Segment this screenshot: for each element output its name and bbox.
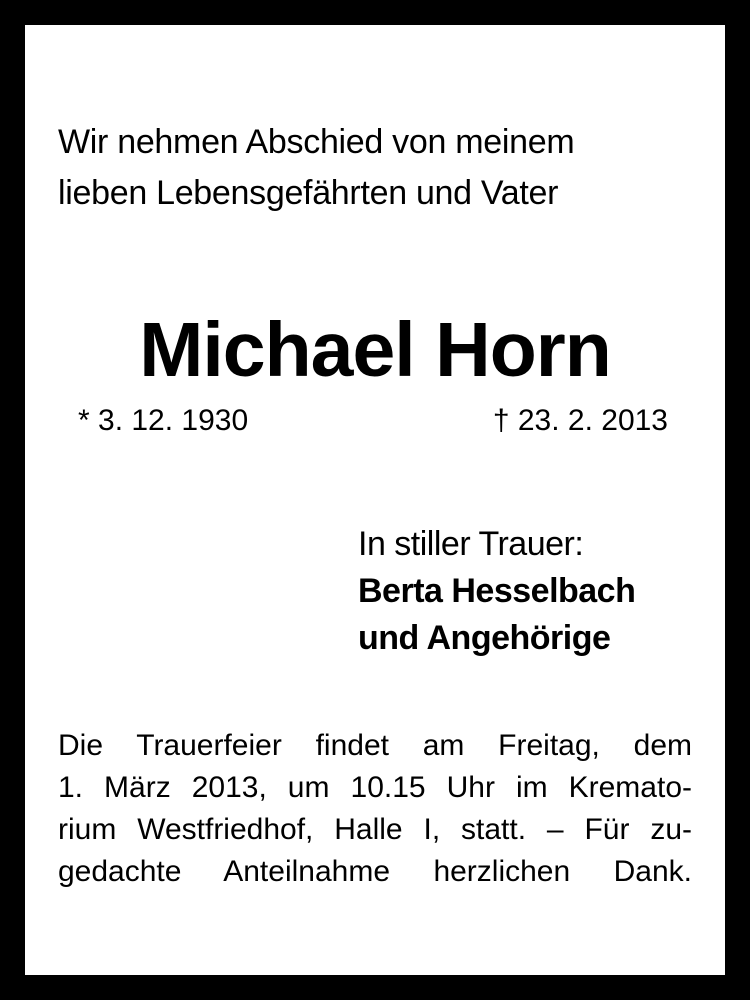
death-date: † 23. 2. 2013 [492,404,668,437]
service-line: gedachte Anteilnahme herzlichen Dank. [58,855,692,888]
service-line: rium Westfriedhof, Halle I, statt. – Für zu- [58,813,692,846]
mourners-block [358,521,635,662]
deceased-name: Michael Horn [139,307,611,393]
intro-line: lieben Lebensgefährten und Vater [58,174,559,212]
intro-text [58,117,718,219]
service-line: Die Trauerfeier findet am Freitag, dem [58,729,692,762]
service-announcement [58,725,692,893]
mourner-relatives: und Angehörige [358,619,611,657]
mourner-name: Berta Hesselbach [358,572,636,610]
birth-date: * 3. 12. 1930 [78,404,249,437]
obituary-notice [25,25,725,975]
intro-line: Wir nehmen Abschied von meinem [58,123,575,161]
mourners-intro: In stiller Trauer: [358,525,584,563]
service-line: 1. März 2013, um 10.15 Uhr im Kremato- [58,771,692,804]
